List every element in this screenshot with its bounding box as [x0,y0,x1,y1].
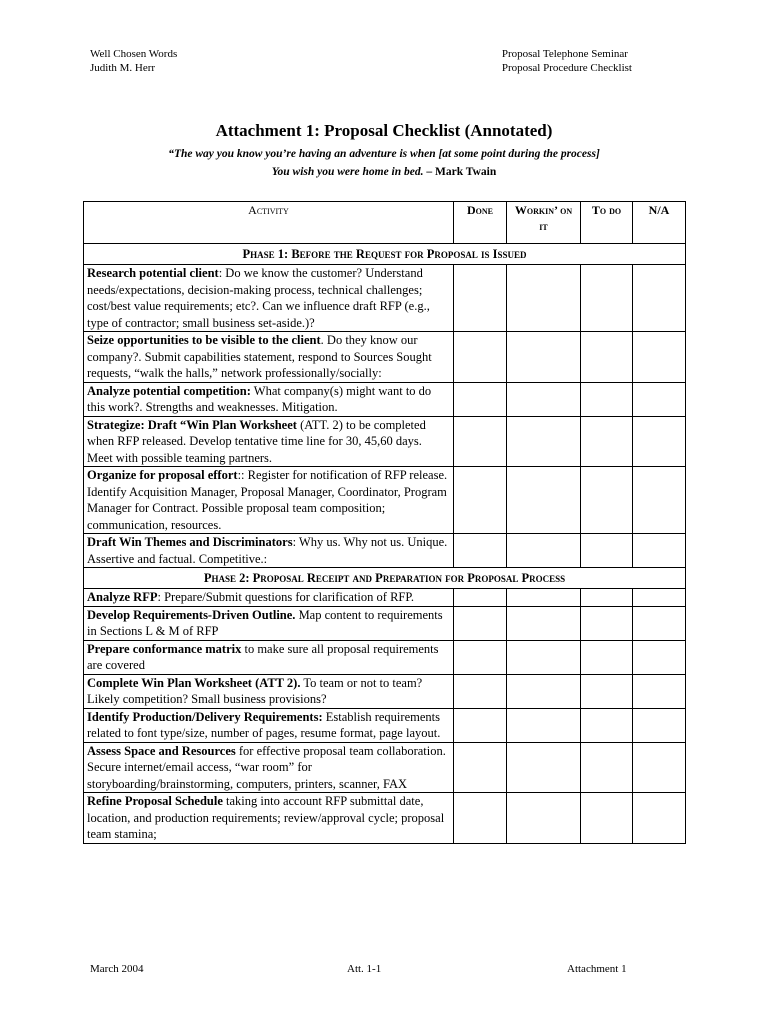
status-cell-todo[interactable] [581,793,633,844]
checklist-row [84,589,686,607]
activity-description: Map content to requirements in Sections L & M of RFP [87,607,443,638]
activity-cell [84,606,454,640]
header-document: Proposal Procedure Checklist [501,62,632,74]
status-cell-done[interactable] [454,265,507,332]
checklist-row [84,534,686,568]
status-cell-done[interactable] [454,382,507,416]
activity-description: : Prepare/Submit questions for clarification of RFP. [157,590,415,604]
activity-lead: Identify Production/Delivery Requirements: [87,709,323,724]
checklist-row [84,265,686,332]
activity-lead: Prepare conformance matrix [87,641,242,656]
checklist-row [84,382,686,416]
activity-cell [84,467,454,534]
status-cell-done[interactable] [454,589,507,607]
phase-1-header-row [84,244,686,265]
activity-cell [84,416,454,467]
activity-cell [84,640,454,674]
activity-description: : Why us. Why not us. Unique. Assertive and factual. Competitive.: [87,535,448,566]
status-cell-na[interactable] [633,674,686,708]
page-header-left [90,47,177,75]
status-cell-working[interactable] [507,708,581,742]
status-cell-working[interactable] [507,606,581,640]
status-cell-na[interactable] [633,793,686,844]
checklist-row [84,708,686,742]
activity-description: :: Register for notification of RFP release. Identify Acquisition Manager, Proposal Manager, Coordinator, Program Manager for Contract. Possible proposal team composition; communication, resources. [87,468,448,532]
status-cell-na[interactable] [633,742,686,793]
status-cell-todo[interactable] [581,674,633,708]
status-cell-working[interactable] [507,467,581,534]
activity-cell [84,332,454,383]
column-header-done: Done [454,202,507,244]
activity-lead: Analyze RFP [87,590,158,604]
status-cell-todo[interactable] [581,416,633,467]
activity-lead: Develop Requirements-Driven Outline. [87,607,296,622]
header-author: Judith M. Herr [90,62,156,74]
quote-author: – Mark Twain [426,166,497,178]
activity-lead: Seize opportunities to be visible to the client [87,333,321,347]
status-cell-todo[interactable] [581,534,633,568]
status-cell-working[interactable] [507,416,581,467]
activity-cell [84,265,454,332]
status-cell-na[interactable] [633,606,686,640]
checklist-row [84,467,686,534]
proposal-checklist-table [83,201,686,844]
column-header-activity: Activity [84,202,454,244]
activity-lead: Assess Space and Resources [87,743,236,758]
checklist-row [84,793,686,844]
status-cell-done[interactable] [454,332,507,383]
status-cell-working[interactable] [507,793,581,844]
quote-line-1: “The way you know you’re having an adventure is when [at some point during the process] [168,148,600,160]
activity-description: What company(s) might want to do this work?. Strengths and weaknesses. Mitigation. [87,383,432,414]
status-cell-done[interactable] [454,534,507,568]
page-title: Attachment 1: Proposal Checklist (Annotated) [215,121,553,140]
column-header-row [84,202,686,244]
status-cell-na[interactable] [633,416,686,467]
status-cell-na[interactable] [633,640,686,674]
column-header-working: Workin’ on it [507,202,581,244]
activity-cell [84,534,454,568]
status-cell-done[interactable] [454,606,507,640]
checklist-row [84,640,686,674]
activity-cell [84,382,454,416]
status-cell-done[interactable] [454,640,507,674]
status-cell-working[interactable] [507,534,581,568]
activity-lead: Organize for proposal effort [87,468,238,482]
status-cell-done[interactable] [454,708,507,742]
checklist-row [84,674,686,708]
activity-lead: Analyze potential competition: [87,383,251,398]
status-cell-working[interactable] [507,640,581,674]
column-header-na: N/A [633,202,686,244]
activity-cell [84,589,454,607]
status-cell-todo[interactable] [581,265,633,332]
header-seminar: Proposal Telephone Seminar [501,48,628,60]
status-cell-na[interactable] [633,589,686,607]
footer-attachment: Attachment 1 [567,963,627,975]
activity-lead: Draft Win Themes and Discriminators [87,535,293,549]
status-cell-na[interactable] [633,265,686,332]
activity-lead: Refine Proposal Schedule [87,794,223,808]
status-cell-working[interactable] [507,382,581,416]
phase-1-title: Phase 1: Before the Request for Proposal is Issued [84,244,686,265]
activity-description: To team or not to team? Likely competition? Small business provisions? [87,675,423,706]
activity-cell [84,708,454,742]
status-cell-done[interactable] [454,674,507,708]
activity-cell [84,793,454,844]
checklist-row [84,606,686,640]
checklist-row [84,742,686,793]
status-cell-na[interactable] [633,467,686,534]
activity-lead: Strategize: Draft “Win Plan Worksheet [87,417,297,432]
status-cell-todo[interactable] [581,606,633,640]
footer-page-number: Att. 1-1 [347,963,382,975]
checklist-row [84,416,686,467]
header-organization: Well Chosen Words [90,48,178,60]
status-cell-todo[interactable] [581,382,633,416]
activity-cell [84,674,454,708]
activity-description: (ATT. 2) to be completed when RFP released. Develop tentative time line for 30, 45,60 days. Meet with possible teaming partners. [87,417,426,465]
activity-lead: Complete Win Plan Worksheet (ATT 2). [87,675,301,690]
phase-2-title: Phase 2: Proposal Receipt and Preparation for Proposal Process [84,568,686,589]
activity-description: : Do we know the customer? Understand needs/expectations, decision-making process, technical challenges; cost/best value requirements; etc?. Can we influence draft RFP (e.g., type of contractor; small business set-aside.)? [87,266,430,330]
status-cell-todo[interactable] [581,742,633,793]
status-cell-na[interactable] [633,534,686,568]
status-cell-na[interactable] [633,332,686,383]
status-cell-working[interactable] [507,265,581,332]
status-cell-done[interactable] [454,742,507,793]
activity-cell [84,742,454,793]
activity-lead: Research potential client [87,266,219,280]
status-cell-na[interactable] [633,708,686,742]
column-header-todo: To do [581,202,633,244]
page-header-right [502,47,632,75]
status-cell-todo[interactable] [581,708,633,742]
status-cell-done[interactable] [454,467,507,534]
status-cell-todo[interactable] [581,467,633,534]
activity-description: for effective proposal team collaboration. Secure internet/email access, “war room” for storyboarding/brainstorming, computers, printers, scanner, FAX [87,743,446,791]
status-cell-todo[interactable] [581,332,633,383]
status-cell-todo[interactable] [581,589,633,607]
quote-line-2 [0,166,768,178]
status-cell-todo[interactable] [581,640,633,674]
status-cell-working[interactable] [507,332,581,383]
quote-line-2-text: You wish you were home in bed. [271,166,424,178]
status-cell-done[interactable] [454,793,507,844]
status-cell-done[interactable] [454,416,507,467]
activity-description: . Do they know our company?. Submit capabilities statement, respond to Sources Sought requests, “walk the halls,” network professionally/socially: [87,333,432,380]
activity-description: taking into account RFP submittal date, location, and production requirements; review/approval cycle; proposal team stamina; [87,794,445,841]
status-cell-working[interactable] [507,674,581,708]
status-cell-working[interactable] [507,589,581,607]
status-cell-na[interactable] [633,382,686,416]
checklist-row [84,332,686,383]
activity-description: to make sure all proposal requirements are covered [87,641,439,672]
phase-2-header-row [84,568,686,589]
footer-date: March 2004 [90,963,144,975]
activity-description: Establish requirements related to font type/size, number of pages, resume format, page layout. [87,709,441,740]
status-cell-working[interactable] [507,742,581,793]
